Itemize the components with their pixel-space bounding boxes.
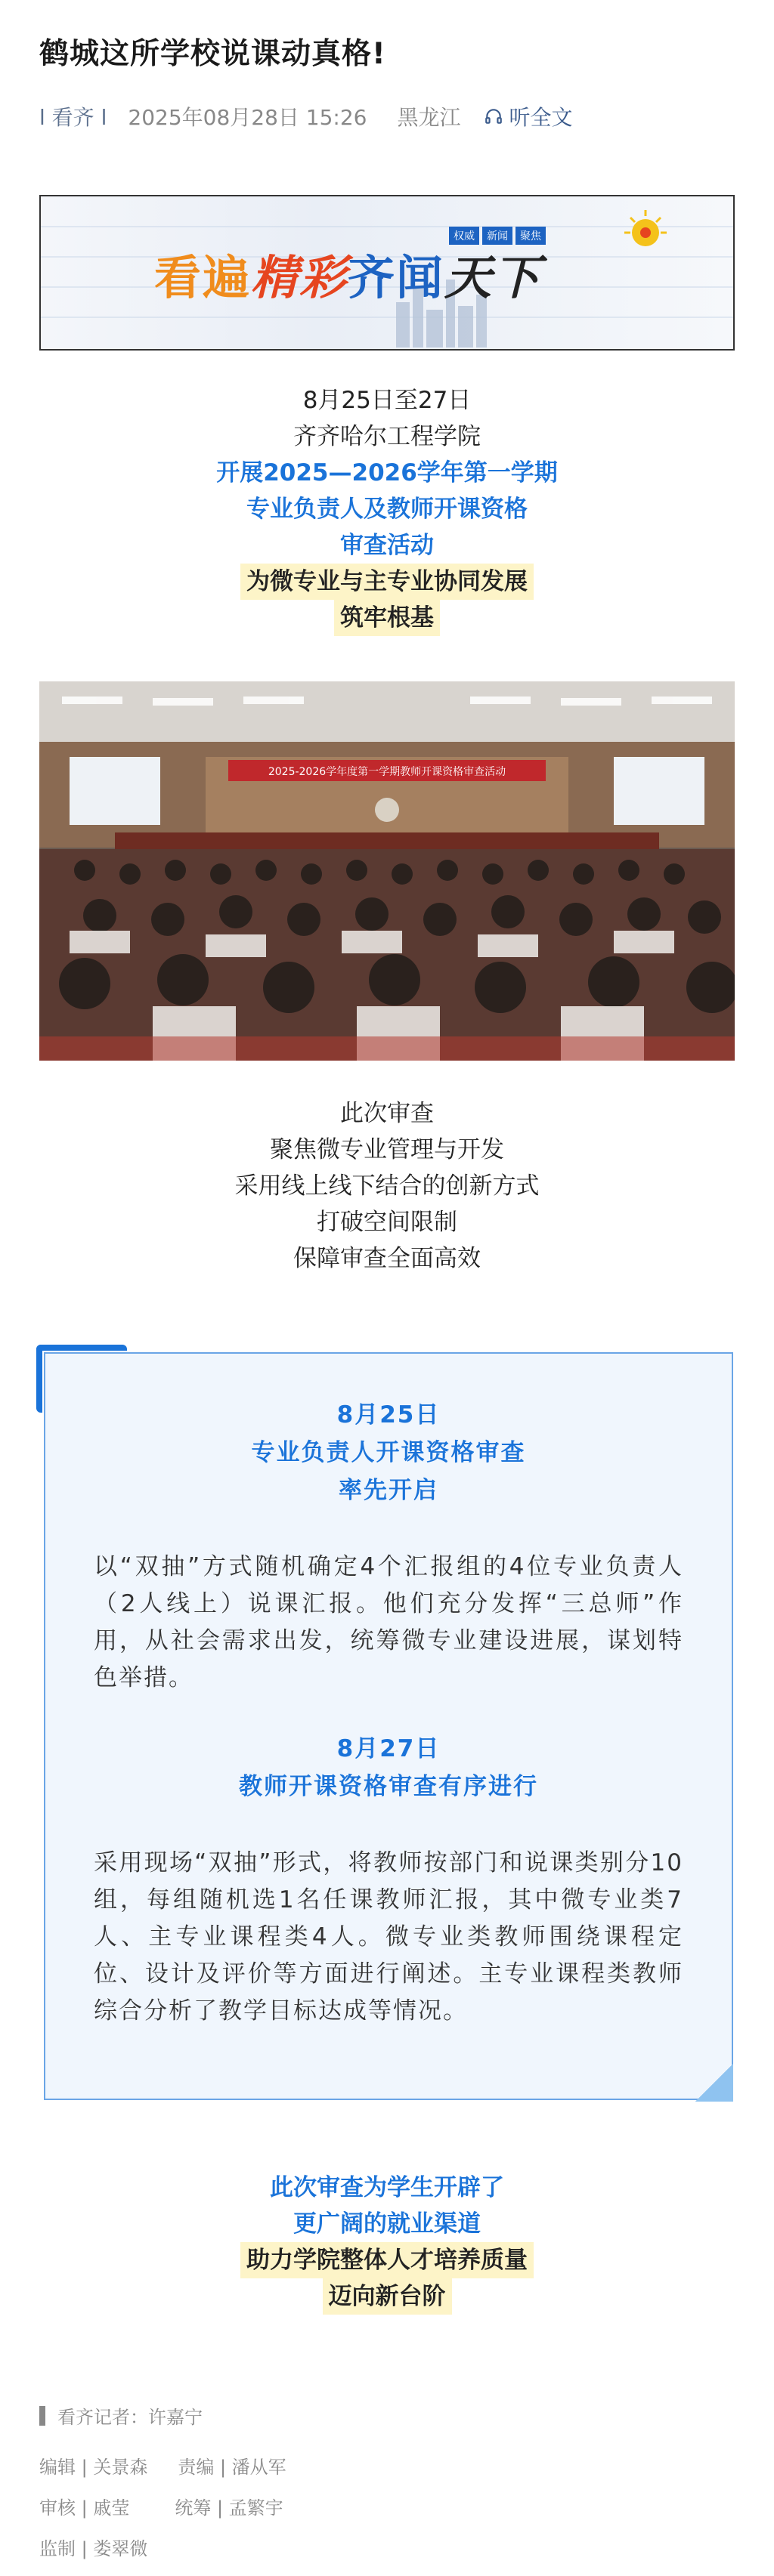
news-banner <box>39 195 735 351</box>
banner-tag: 聚焦 <box>515 227 546 245</box>
summary-line: 聚焦微专业管理与开发 <box>270 1136 504 1163</box>
supervisor-credit: 监制 | 娄翠微 <box>39 2538 148 2559</box>
section-title: 率先开启 <box>339 1477 438 1504</box>
article-title: 鹤城这所学校说课动真格! <box>39 37 386 71</box>
card-corner-decoration <box>695 2064 733 2102</box>
banner-slogan <box>154 240 541 307</box>
section-paragraph: 以“双抽”方式随机确定4个汇报组的4位专业负责人（2人线上）说课汇报。他们充分发挥“三总师”作用，从社会需求出发，统筹微专业建设进展，谋划特色举措。 <box>94 1553 683 1691</box>
section-title: 专业负责人开课资格审查 <box>251 1439 526 1466</box>
closing-line: 此次审查为学生开辟了 <box>270 2174 504 2201</box>
closing-block <box>0 2170 774 2315</box>
card-corner-decoration <box>36 1345 127 1351</box>
intro-line: 齐齐哈尔工程学院 <box>293 423 481 450</box>
article-meta <box>39 101 573 131</box>
summary-block <box>0 1095 774 1277</box>
region-label: 黑龙江 <box>397 105 461 130</box>
credit-bar <box>39 2406 45 2426</box>
chief-editor-credit: 责编 | 潘从军 <box>178 2457 286 2478</box>
section-paragraph: 采用现场“双抽”形式，将教师按部门和说课类别分10组，每组随机选1名任课教师汇报，其中微专业类7人、主专业课程类4人。微专业类教师围绕课程定位、设计及评价等方面进行阐述。主专业课程类教师综合分析了教学目标达成等情况。 <box>94 1849 683 2025</box>
listen-full-button[interactable] <box>484 101 573 131</box>
card-corner-decoration <box>36 1345 42 1413</box>
banner-text-t: 天下 <box>444 250 542 305</box>
credit-row <box>39 2493 283 2519</box>
event-photo <box>39 681 735 1061</box>
closing-line-marked: 助力学院整体人才培养质量 <box>240 2242 534 2278</box>
editor-credit: 编辑 | 关景森 <box>39 2457 148 2478</box>
credit-row <box>39 2534 147 2560</box>
intro-line-highlight: 专业负责人及教师开课资格 <box>246 496 528 523</box>
banner-tag: 新闻 <box>482 227 512 245</box>
reporter-credit <box>39 2402 203 2429</box>
banner-text-j: 精彩 <box>251 250 348 305</box>
section-title: 教师开课资格审查有序进行 <box>239 1773 538 1800</box>
listen-label: 听全文 <box>509 105 573 130</box>
banner-text-q: 齐闻 <box>348 250 445 305</box>
banner-tag: 权威 <box>449 227 479 245</box>
credit-row <box>39 2452 286 2479</box>
details-card <box>44 1352 733 2100</box>
reviewer-credit: 审核 | 戚莹 <box>39 2497 130 2519</box>
reporter-name: 看齐记者：许嘉宁 <box>57 2407 203 2428</box>
headphones-icon <box>484 107 503 126</box>
section-date: 8月25日 <box>336 1401 441 1429</box>
closing-line-marked: 迈向新台阶 <box>323 2278 452 2315</box>
summary-line: 打破空间限制 <box>317 1209 457 1236</box>
summary-line: 此次审查 <box>340 1100 434 1127</box>
intro-line-marked: 筑牢根基 <box>334 600 440 636</box>
summary-line: 保障审查全面高效 <box>293 1245 481 1272</box>
intro-line-marked: 为微专业与主专业协同发展 <box>240 564 534 600</box>
intro-line-highlight: 开展2025—2026学年第一学期 <box>216 459 558 486</box>
source-link[interactable]: l 看齐 l <box>39 105 107 130</box>
publish-date: 2025年08月28日 15:26 <box>128 105 367 130</box>
intro-block <box>0 382 774 636</box>
banner-text-k: 看遍 <box>154 250 252 305</box>
summary-line: 采用线上线下结合的创新方式 <box>234 1172 540 1200</box>
coordinator-credit: 统筹 | 孟繁宇 <box>175 2497 283 2519</box>
intro-line: 8月25日至27日 <box>302 387 472 414</box>
section-date: 8月27日 <box>336 1735 441 1762</box>
intro-line-highlight: 审查活动 <box>340 532 434 559</box>
closing-line: 更广阔的就业渠道 <box>293 2210 481 2238</box>
stage-screen-text: 2025-2026学年度第一学期教师开课资格审查活动 <box>268 766 506 778</box>
